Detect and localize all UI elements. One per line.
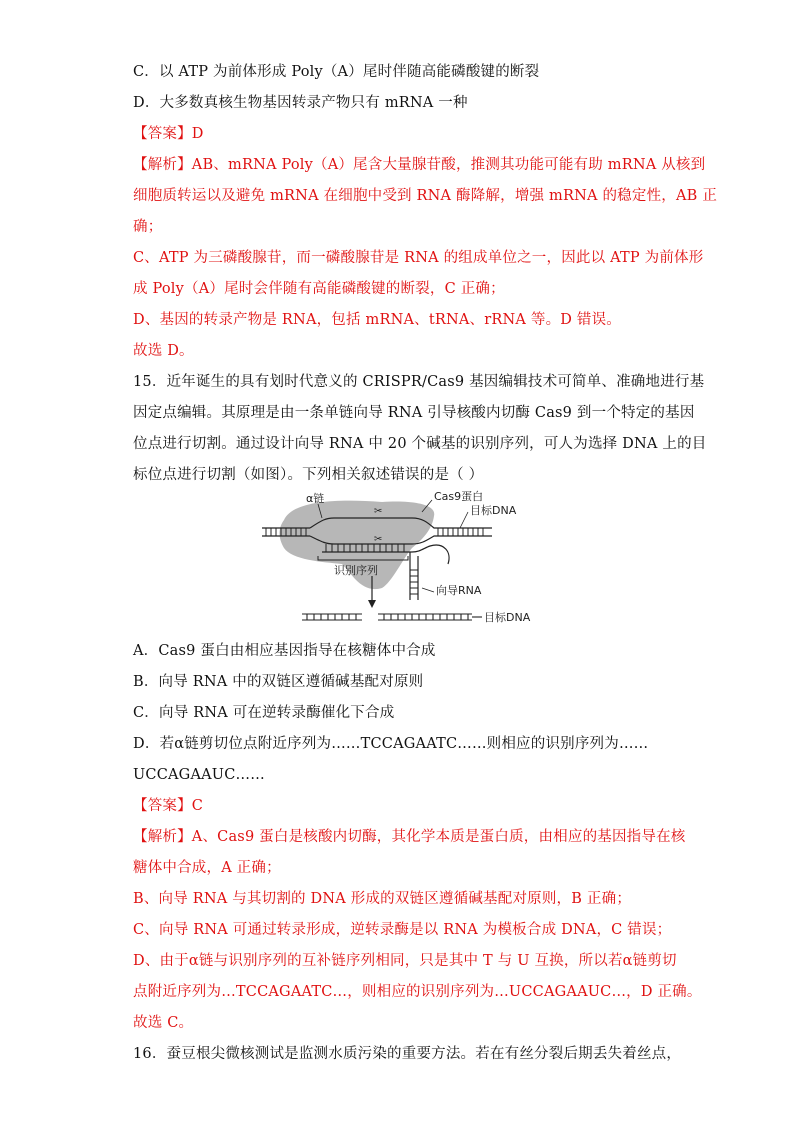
analysis-15-line-2: 糖体中合成，A 正确； bbox=[133, 860, 281, 876]
option-d-line-1: D．若α链剪切位点附近序列为……TCCAGAATC……则相应的识别序列为…… bbox=[133, 736, 649, 752]
cut-dna-bottom bbox=[302, 614, 482, 620]
target-dna-bottom-label: 目标DNA bbox=[484, 611, 531, 624]
option-d-line-2: UCCAGAAUC…… bbox=[133, 767, 265, 783]
analysis-15-line-6: 点附近序列为…TCCAGAATC…，则相应的识别序列为…UCCAGAAUC…，D 正确。 bbox=[133, 984, 702, 1000]
crispr-diagram bbox=[262, 490, 542, 630]
question-15-line-3: 位点进行切割。通过设计向导 RNA 中 20 个碱基的识别序列，可人为选择 DNA 上的目 bbox=[133, 436, 707, 452]
analysis-14-line-2: 细胞质转运以及避免 mRNA 在细胞中受到 RNA 酶降解，增强 mRNA 的稳定性，AB 正 bbox=[133, 188, 718, 204]
question-15-line-2: 因定点编辑。其原理是由一条单链向导 RNA 引导核酸内切酶 Cas9 到一个特定的基因 bbox=[133, 405, 695, 421]
analysis-14-line-5: 成 Poly（A）尾时会伴随有高能磷酸键的断裂，C 正确； bbox=[133, 281, 505, 297]
cut-arrow-head bbox=[368, 600, 376, 608]
analysis-15-line-4: C、向导 RNA 可通过转录形成，逆转录酶是以 RNA 为模板合成 DNA，C 错误； bbox=[133, 922, 672, 938]
question-16-line-1: 16．蚕豆根尖微核测试是监测水质污染的重要方法。若在有丝分裂后期丢失着丝点， bbox=[133, 1046, 682, 1062]
analysis-15-conclusion: 故选 C。 bbox=[133, 1015, 194, 1031]
analysis-15-line-3: B、向导 RNA 与其切割的 DNA 形成的双链区遵循碱基配对原则，B 正确； bbox=[133, 891, 632, 907]
analysis-15-line-1: 【解析】A、Cas9 蛋白是核酸内切酶，其化学本质是蛋白质，由相应的基因指导在核 bbox=[133, 829, 686, 845]
cas9-protein-label: Cas9蛋白 bbox=[434, 490, 484, 503]
analysis-14-line-3: 确； bbox=[133, 219, 163, 235]
target-dna-top-label: 目标DNA bbox=[470, 504, 517, 517]
analysis-14-line-1: 【解析】AB、mRNA Poly（A）尾含大量腺苷酸，推测其功能可能有助 mRNA 从核到 bbox=[133, 157, 706, 173]
option-c-prev: C．以 ATP 为前体形成 Poly（A）尾时伴随高能磷酸键的断裂 bbox=[133, 64, 540, 80]
scissors-icon-bottom: ✂ bbox=[374, 534, 383, 545]
answer-14: 【答案】D bbox=[133, 126, 204, 142]
question-15-line-1: 15．近年诞生的具有划时代意义的 CRISPR/Cas9 基因编辑技术可简单、准确地进行基 bbox=[133, 374, 705, 390]
analysis-14-conclusion: 故选 D。 bbox=[133, 343, 194, 359]
guide-rna-label: 向导RNA bbox=[436, 584, 482, 597]
option-b: B．向导 RNA 中的双链区遵循碱基配对原则 bbox=[133, 674, 424, 690]
analysis-14-line-6: D、基因的转录产物是 RNA，包括 mRNA、tRNA、rRNA 等。D 错误。 bbox=[133, 312, 621, 328]
scissors-icon-top: ✂ bbox=[374, 506, 383, 517]
option-a: A．Cas9 蛋白由相应基因指导在核糖体中合成 bbox=[133, 643, 436, 659]
analysis-15-line-5: D、由于α链与识别序列的互补链序列相同，只是其中 T 与 U 互换，所以若α链剪切 bbox=[133, 953, 677, 969]
question-15-line-4: 标位点进行切割（如图）。下列相关叙述错误的是（ ） bbox=[133, 467, 484, 483]
answer-15: 【答案】C bbox=[133, 798, 204, 814]
option-d-prev: D．大多数真核生物基因转录产物只有 mRNA 一种 bbox=[133, 95, 468, 111]
option-c: C．向导 RNA 可在逆转录酶催化下合成 bbox=[133, 705, 395, 721]
recognition-sequence-label: 识别序列 bbox=[334, 564, 378, 577]
analysis-14-line-4: C、ATP 为三磷酸腺苷，而一磷酸腺苷是 RNA 的组成单位之一，因此以 ATP 为前体形 bbox=[133, 250, 704, 266]
alpha-chain-label: α链 bbox=[306, 492, 325, 505]
